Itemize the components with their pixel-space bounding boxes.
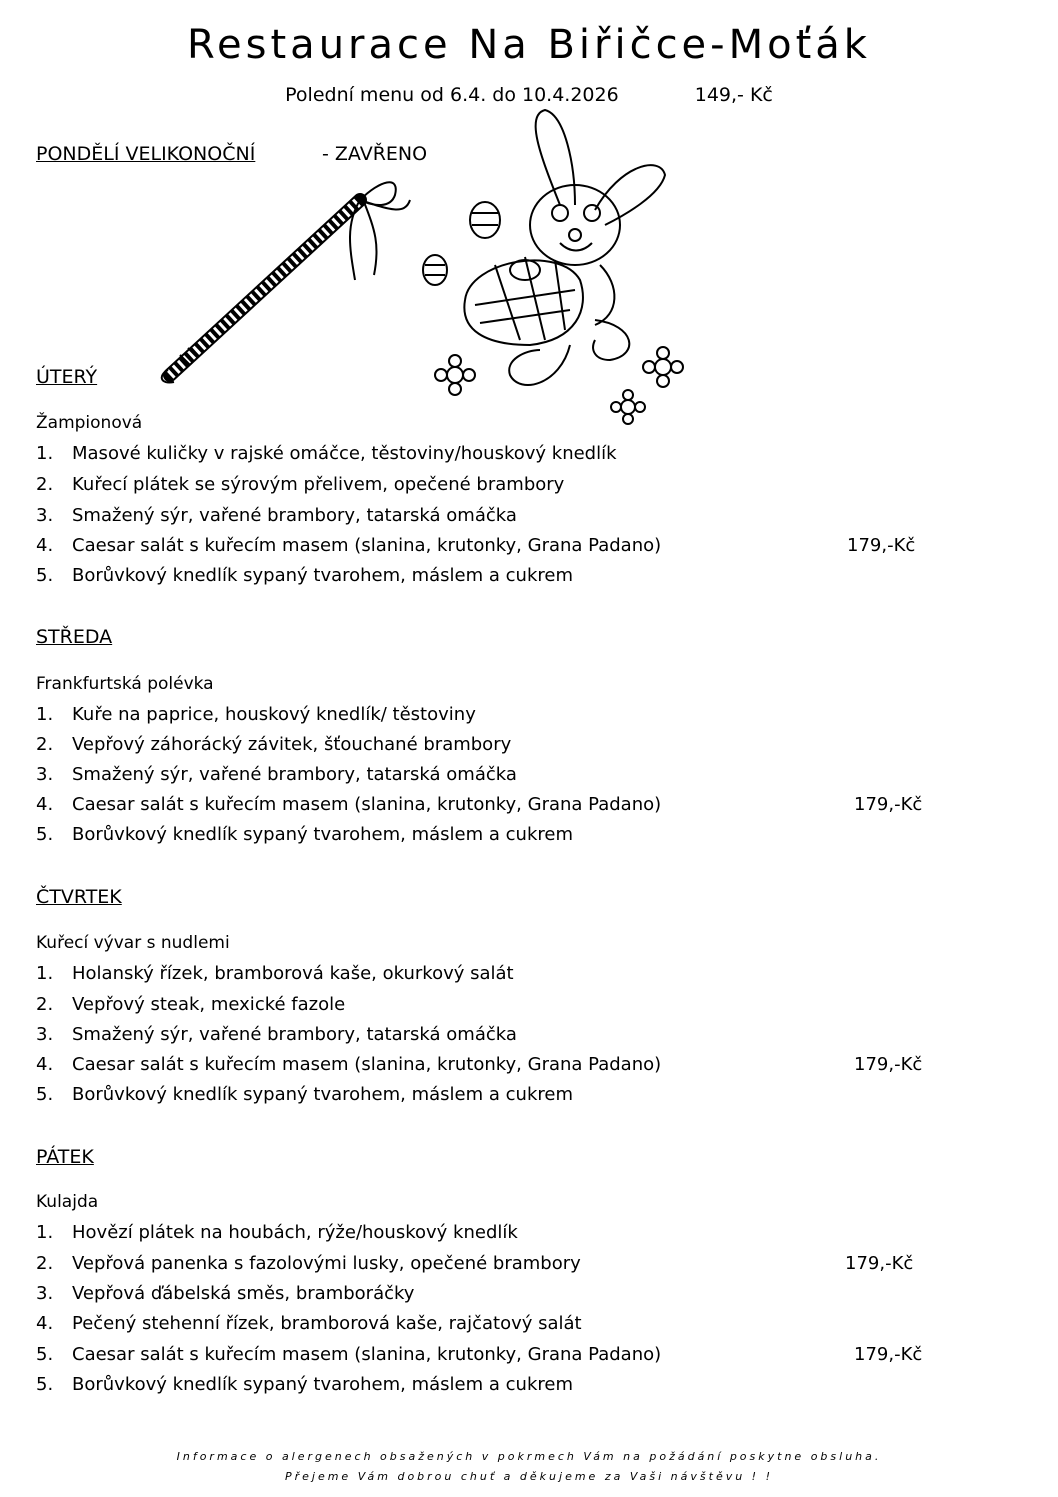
item-price: 179,-Kč <box>854 1054 923 1075</box>
item-text: Borůvkový knedlík sypaný tvarohem, máslem a cukrem <box>72 1374 573 1395</box>
item-number: 3. <box>36 1283 54 1304</box>
item-text: Kuřecí plátek se sýrovým přelivem, opečené brambory <box>72 474 565 495</box>
menu-price: 149,- Kč <box>694 84 773 106</box>
item-price: 179,-Kč <box>847 535 916 556</box>
soup-tuesday: Žampionová <box>36 413 143 433</box>
item-number: 4. <box>36 1054 54 1075</box>
item-text: Smažený sýr, vařené brambory, tatarská omáčka <box>72 505 517 526</box>
menu-item <box>36 505 517 526</box>
menu-item <box>36 1313 582 1334</box>
item-price: 179,-Kč <box>854 794 923 815</box>
soup-wednesday: Frankfurtská polévka <box>36 674 214 694</box>
item-text: Smažený sýr, vařené brambory, tatarská omáčka <box>72 1024 517 1045</box>
menu-item <box>36 565 573 586</box>
item-text: Hovězí plátek na houbách, rýže/houskový knedlík <box>72 1222 518 1243</box>
menu-item <box>36 535 661 556</box>
item-number: 3. <box>36 505 54 526</box>
item-number: 1. <box>36 443 54 464</box>
item-number: 3. <box>36 1024 54 1045</box>
item-number: 5. <box>36 565 54 586</box>
item-number: 5. <box>36 824 54 845</box>
menu-dates: Polední menu od 6.4. do 10.4.2026 <box>285 84 619 106</box>
menu-item <box>36 1084 573 1105</box>
item-number: 5. <box>36 1374 54 1395</box>
item-price: 179,-Kč <box>845 1253 914 1274</box>
item-number: 1. <box>36 963 54 984</box>
easter-whip-icon <box>150 170 420 390</box>
menu-item <box>36 994 345 1015</box>
menu-item <box>36 764 517 785</box>
thank-you-note: Přejeme Vám dobrou chuť a děkujeme za Vaši návštěvu ! ! <box>284 1470 774 1483</box>
item-text: Caesar salát s kuřecím masem (slanina, krutonky, Grana Padano) <box>72 1344 662 1365</box>
day-heading-tuesday: ÚTERÝ <box>36 366 98 388</box>
item-text: Vepřový záhorácký závitek, šťouchané brambory <box>72 734 512 755</box>
item-text: Borůvkový knedlík sypaný tvarohem, máslem a cukrem <box>72 1084 573 1105</box>
item-number: 4. <box>36 1313 54 1334</box>
menu-item <box>36 1054 661 1075</box>
item-number: 2. <box>36 734 54 755</box>
menu-item <box>36 963 514 984</box>
menu-item <box>36 1222 518 1243</box>
day-heading-thursday: ČTVRTEK <box>36 886 122 908</box>
item-number: 5. <box>36 1344 54 1365</box>
item-text: Vepřový steak, mexické fazole <box>72 994 346 1015</box>
allergen-note: Informace o alergenech obsažených v pokrmech Vám na požádání poskytne obsluha. <box>176 1450 882 1463</box>
menu-item <box>36 443 617 464</box>
item-text: Masové kuličky v rajské omáčce, těstoviny/houskový knedlík <box>72 443 617 464</box>
item-text: Smažený sýr, vařené brambory, tatarská omáčka <box>72 764 517 785</box>
item-number: 2. <box>36 1253 54 1274</box>
item-number: 4. <box>36 794 54 815</box>
item-text: Pečený stehenní řízek, bramborová kaše, rajčatový salát <box>72 1313 582 1334</box>
monday-closed-note: - ZAVŘENO <box>322 143 428 165</box>
day-heading-wednesday: STŘEDA <box>36 626 113 648</box>
menu-item <box>36 1344 661 1365</box>
item-number: 1. <box>36 1222 54 1243</box>
day-heading-monday: PONDĚLÍ VELIKONOČNÍ <box>36 143 256 165</box>
menu-item <box>36 1374 573 1395</box>
item-text: Caesar salát s kuřecím masem (slanina, krutonky, Grana Padano) <box>72 1054 662 1075</box>
soup-thursday: Kuřecí vývar s nudlemi <box>36 933 230 953</box>
item-text: Caesar salát s kuřecím masem (slanina, krutonky, Grana Padano) <box>72 794 662 815</box>
menu-item <box>36 1253 581 1274</box>
menu-item <box>36 734 511 755</box>
item-text: Kuře na paprice, houskový knedlík/ těstoviny <box>72 704 476 725</box>
item-number: 3. <box>36 764 54 785</box>
page-title: Restaurace Na Biřičce-Moťák <box>187 22 871 68</box>
easter-bunny-icon <box>410 95 690 430</box>
menu-item <box>36 704 476 725</box>
soup-friday: Kulajda <box>36 1192 99 1212</box>
item-text: Caesar salát s kuřecím masem (slanina, krutonky, Grana Padano) <box>72 535 662 556</box>
item-text: Holanský řízek, bramborová kaše, okurkový salát <box>72 963 514 984</box>
item-text: Vepřová panenka s fazolovými lusky, opečené brambory <box>72 1253 581 1274</box>
item-number: 2. <box>36 994 54 1015</box>
menu-item <box>36 794 661 815</box>
menu-item <box>36 1024 517 1045</box>
item-price: 179,-Kč <box>854 1344 923 1365</box>
menu-item <box>36 824 573 845</box>
day-heading-friday: PÁTEK <box>36 1146 94 1168</box>
item-text: Vepřová ďábelská směs, bramboráčky <box>72 1283 415 1304</box>
item-text: Borůvkový knedlík sypaný tvarohem, máslem a cukrem <box>72 824 573 845</box>
item-number: 5. <box>36 1084 54 1105</box>
item-text: Borůvkový knedlík sypaný tvarohem, máslem a cukrem <box>72 565 573 586</box>
item-number: 1. <box>36 704 54 725</box>
menu-item <box>36 1283 414 1304</box>
item-number: 2. <box>36 474 54 495</box>
menu-item <box>36 474 564 495</box>
item-number: 4. <box>36 535 54 556</box>
